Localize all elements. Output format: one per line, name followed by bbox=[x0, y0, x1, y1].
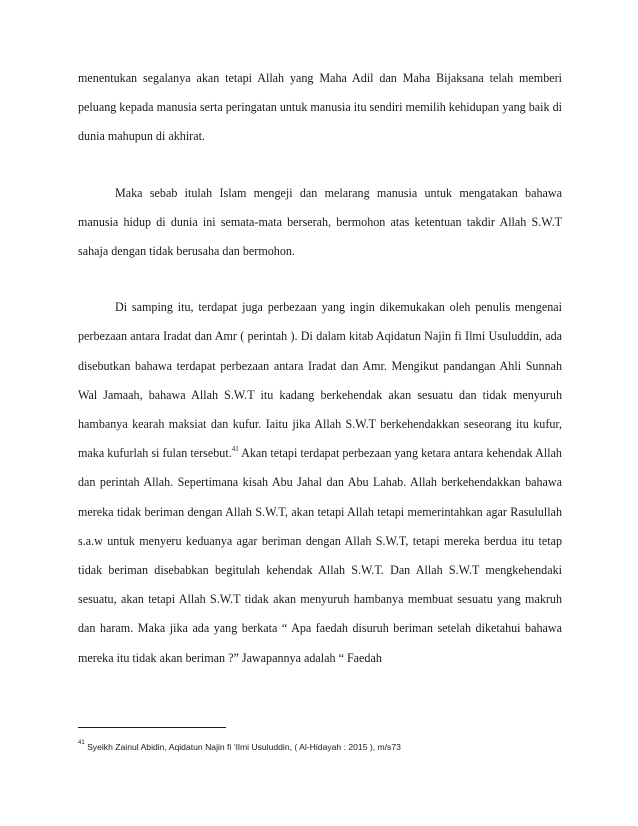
paragraph-2: Maka sebab itulah Islam mengeji dan melarang manusia untuk mengatakan bahawa manusia hidup di dunia ini semata-mata berserah, bermohon atas ketentuan takdir Allah S.W.T sahaja dengan tidak berusaha dan bermohon. bbox=[78, 185, 562, 259]
footnote-text: Syeikh Zainul Abidin, Aqidatun Najin fi ‘Ilmi Usuluddin, ( Al-Hidayah : 2015 ), m/s73 bbox=[84, 742, 401, 752]
paragraph-gap bbox=[78, 152, 562, 179]
paragraph-3-text-after-note: Akan tetapi terdapat perbezaan yang ketara antara kehendak Allah dan perintah Allah. Sepertimana kisah Abu Jahal dan Abu Lahab. Allah berkehendakkan bahawa mereka tidak beriman dengan Allah S.W.T, akan tetapi Allah tetapi memerintahkan agar Rasulullah s.a.w untuk menyeru keduanya agar beriman dengan Allah S.W.T, tetapi mereka berdua itu tetap tidak beriman disebabkan begitulah kehendak Allah S.W.T. Dan Allah S.W.T mengkehendaki sesuatu, akan tetapi Allah S.W.T tidak akan menyuruh hambanya membuat sesuatu yang makruh dan haram. Maka jika ada yang berkata “ Apa faedah disuruh beriman setelah diketahui bahawa mereka itu tidak akan beriman ?” Jawapannya adalah “ Faedah bbox=[78, 446, 562, 665]
paragraph-1: menentukan segalanya akan tetapi Allah yang Maha Adil dan Maha Bijaksana telah memberi peluang kepada manusia serta peringatan untuk manusia itu sendiri memilih kehidupan yang baik di dunia mahupun di akhirat. bbox=[78, 71, 562, 144]
footnote-marker: 41 bbox=[78, 740, 85, 747]
footnote-41 bbox=[78, 741, 562, 753]
paragraph-3-text-before-note: Di samping itu, terdapat juga perbezaan yang ingin dikemukakan oleh penulis mengenai perbezaan antara Iradat dan Amr ( perintah ). Di dalam kitab Aqidatun Najin fi Ilmi Usuluddin, ada disebutkan bahawa terdapat perbezaan antara Iradat dan Amr. Mengikut pandangan Ahli Sunnah Wal Jamaah, bahawa Allah S.W.T itu kadang berkehendak akan sesuatu dan tidak menyuruh hambanya kearah maksiat dan kufur. Iaitu jika Allah S.W.T berkehendakkan seseorang itu kufur, maka kufurlah si fulan tersebut. bbox=[78, 300, 562, 461]
body-text bbox=[78, 64, 562, 673]
paragraph-3 bbox=[78, 293, 562, 673]
footnote-separator bbox=[78, 727, 226, 728]
footnote-reference-41[interactable]: 41 bbox=[231, 445, 239, 454]
paragraph-gap bbox=[78, 266, 562, 293]
